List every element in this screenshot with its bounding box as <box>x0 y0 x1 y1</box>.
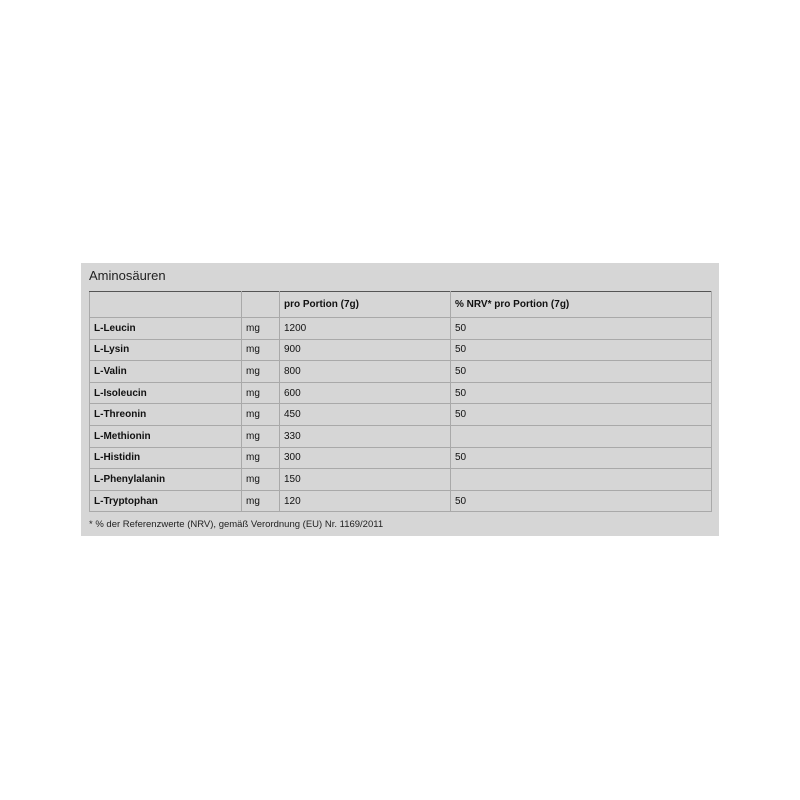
row-nrv: 50 <box>451 404 712 426</box>
table-row <box>90 382 712 404</box>
row-unit: mg <box>242 361 280 383</box>
section-title: Aminosäuren <box>89 268 166 283</box>
amino-acid-table <box>89 291 712 512</box>
row-name: L-Methionin <box>90 425 242 447</box>
table-row <box>90 469 712 491</box>
row-unit: mg <box>242 339 280 361</box>
row-unit: mg <box>242 318 280 340</box>
row-name: L-Threonin <box>90 404 242 426</box>
row-amount: 300 <box>280 447 451 469</box>
row-name: L-Valin <box>90 361 242 383</box>
row-amount: 800 <box>280 361 451 383</box>
row-unit: mg <box>242 382 280 404</box>
nrv-footnote: * % der Referenzwerte (NRV), gemäß Verordnung (EU) Nr. 1169/2011 <box>89 519 384 530</box>
table-row <box>90 447 712 469</box>
row-amount: 150 <box>280 469 451 491</box>
row-nrv: 50 <box>451 339 712 361</box>
row-name: L-Lysin <box>90 339 242 361</box>
row-nrv <box>451 425 712 447</box>
row-amount: 330 <box>280 425 451 447</box>
row-name: L-Phenylalanin <box>90 469 242 491</box>
header-nrv-per-portion: % NRV* pro Portion (7g) <box>451 292 712 318</box>
row-nrv: 50 <box>451 361 712 383</box>
row-name: L-Tryptophan <box>90 490 242 512</box>
row-unit: mg <box>242 404 280 426</box>
header-name <box>90 292 242 318</box>
row-name: L-Isoleucin <box>90 382 242 404</box>
table-row <box>90 425 712 447</box>
table-header-row <box>90 292 712 318</box>
row-amount: 120 <box>280 490 451 512</box>
header-per-portion: pro Portion (7g) <box>280 292 451 318</box>
row-amount: 1200 <box>280 318 451 340</box>
row-unit: mg <box>242 447 280 469</box>
table-row <box>90 361 712 383</box>
amino-acids-panel <box>81 263 719 536</box>
table-row <box>90 490 712 512</box>
row-amount: 600 <box>280 382 451 404</box>
row-unit: mg <box>242 469 280 491</box>
table-row <box>90 318 712 340</box>
row-name: L-Histidin <box>90 447 242 469</box>
row-nrv: 50 <box>451 318 712 340</box>
table-row <box>90 339 712 361</box>
row-name: L-Leucin <box>90 318 242 340</box>
header-unit <box>242 292 280 318</box>
row-nrv: 50 <box>451 490 712 512</box>
row-amount: 450 <box>280 404 451 426</box>
row-nrv <box>451 469 712 491</box>
row-amount: 900 <box>280 339 451 361</box>
row-nrv: 50 <box>451 447 712 469</box>
row-nrv: 50 <box>451 382 712 404</box>
row-unit: mg <box>242 490 280 512</box>
row-unit: mg <box>242 425 280 447</box>
table-row <box>90 404 712 426</box>
